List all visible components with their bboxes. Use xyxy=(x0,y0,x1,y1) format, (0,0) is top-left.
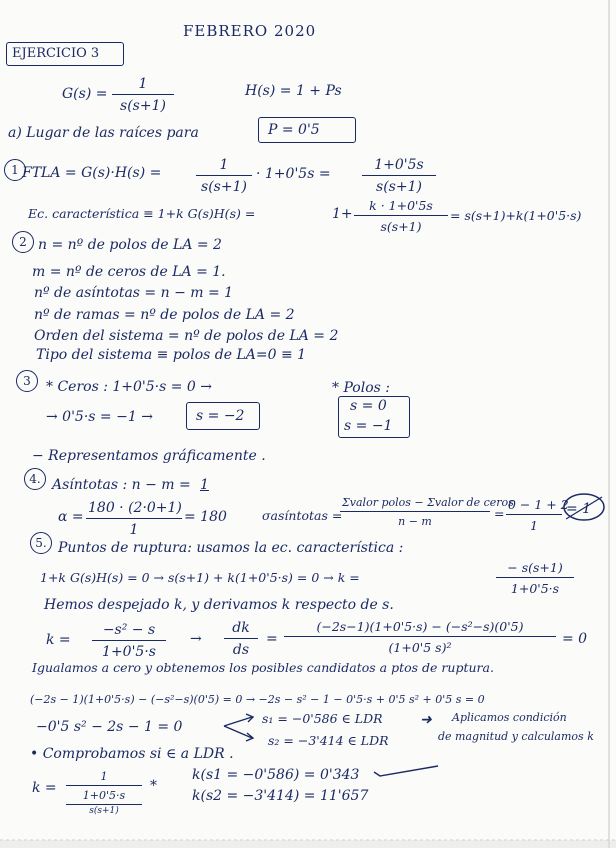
step-4-marker: 4. xyxy=(24,468,46,490)
p-value: P = 0'5 xyxy=(268,122,320,138)
char-eq-fraction xyxy=(354,198,448,234)
kf-fraction xyxy=(66,770,142,816)
despejado-line: Hemos despejado k, y derivamos k respecto de s. xyxy=(44,597,394,613)
kf-lhs: k = xyxy=(32,780,57,796)
page-right-edge xyxy=(606,0,616,848)
g-num: 1 xyxy=(112,76,174,95)
eq1-fraction xyxy=(496,560,574,596)
k-num: −s² − s xyxy=(92,622,166,641)
h-def: H(s) = 1 + Ps xyxy=(245,83,342,99)
ftla-fraction-1 xyxy=(196,157,252,195)
pole-1: s = 0 xyxy=(350,398,387,414)
char-eq-num: k · 1+0'5s xyxy=(354,198,448,216)
ftla-f1-num: 1 xyxy=(196,157,252,176)
zeros-line: * Ceros : 1+0'5·s = 0 → xyxy=(46,379,213,395)
ftla-f1-den: s(s+1) xyxy=(201,179,247,195)
kf-num: 1 xyxy=(66,770,142,786)
k-at-s2: k(s2 = −3'414) = 11'657 xyxy=(192,788,369,804)
step2-line-6: Tipo del sistema ≡ polos de LA=0 ≡ 1 xyxy=(36,347,307,363)
k-den: 1+0'5·s xyxy=(102,644,156,660)
sigma-eq: = xyxy=(494,506,505,521)
ftla-f2-num: 1+0'5s xyxy=(362,157,436,176)
step-1-marker: 1 xyxy=(4,159,26,181)
graph-note: − Representamos gráficamente . xyxy=(32,448,266,464)
sigma-result-circle xyxy=(562,492,606,522)
zero-result: s = −2 xyxy=(196,408,245,424)
sigma-den: n − m xyxy=(398,515,432,528)
kf-star: * xyxy=(150,778,157,794)
char-eq-rhs: = s(s+1)+k(1+0'5·s) xyxy=(450,208,582,223)
dk-fraction xyxy=(224,620,258,658)
zeros-line-2: → 0'5·s = −1 → xyxy=(46,409,153,425)
char-eq-one: 1+ xyxy=(332,206,353,222)
pole-2: s = −1 xyxy=(344,418,393,434)
step2-line-3: nº de asíntotas = n − m = 1 xyxy=(34,285,234,301)
page-title: FEBRERO 2020 xyxy=(183,22,317,40)
ftla-lhs: FTLA = G(s)·H(s) = xyxy=(22,165,162,181)
dk-eq: = xyxy=(266,631,278,647)
magnitude-note-1: Aplicamos condición xyxy=(452,711,567,724)
step2-line-5: Orden del sistema = nº de polos de LA = 2 xyxy=(34,328,339,344)
k-arrow: → xyxy=(190,631,202,647)
step-2-marker: 2 xyxy=(12,231,34,253)
alpha-fraction xyxy=(86,500,182,538)
k-lhs: k = xyxy=(46,632,71,648)
derivative-rhs: = 0 xyxy=(562,631,588,647)
root-arrows xyxy=(222,712,262,742)
iguala-line: Igualamos a cero y obtenemos los posibles candidatos a ptos de ruptura. xyxy=(32,660,494,675)
step-3-marker: 3 xyxy=(16,370,38,392)
g-den: s(s+1) xyxy=(120,98,166,114)
step2-line-4: nº de ramas = nº de polos de LA = 2 xyxy=(34,307,295,323)
exercise-label: EJERCICIO 3 xyxy=(12,46,100,61)
asymptotes-line: Asíntotas : n − m = xyxy=(52,477,191,493)
asymptotes-value: 1 xyxy=(200,477,209,493)
char-eq-lhs: Ec. característica ≡ 1+k G(s)H(s) = xyxy=(28,206,256,221)
root-s1: s₁ = −0'586 ∈ LDR xyxy=(262,711,383,726)
k-at-s1: k(s1 = −0'586) = 0'343 xyxy=(192,767,360,783)
sigma-lhs: σasíntotas = xyxy=(262,508,343,523)
alpha-den: 1 xyxy=(129,522,139,538)
sigma-fraction xyxy=(340,496,514,528)
step2-line-2: m = nº de ceros de LA = 1. xyxy=(32,264,226,280)
kf-den2: s(s+1) xyxy=(89,806,119,816)
ftla-fraction-2 xyxy=(362,157,436,195)
dk-den: ds xyxy=(232,642,250,658)
step-5-marker: 5. xyxy=(30,532,52,554)
k1-check-mark xyxy=(372,762,442,778)
char-eq-den: s(s+1) xyxy=(380,219,422,234)
sigma-f-num: 0 − 1 + 2 xyxy=(506,497,562,515)
dk-num: dk xyxy=(224,620,258,639)
breakpoints-title: Puntos de ruptura: usamos la ec. característica : xyxy=(58,540,404,556)
alpha-rhs: = 180 xyxy=(184,509,227,525)
sigma-result: = 1 xyxy=(566,501,592,517)
ftla-mid: · 1+0'5s = xyxy=(256,166,331,182)
alpha-num: 180 · (2·0+1) xyxy=(86,500,182,519)
breakpoints-eq1: 1+k G(s)H(s) = 0 → s(s+1) + k(1+0'5·s) = 0 → k = xyxy=(40,570,360,585)
sigma-num: Σvalor polos − Σvalor de ceros xyxy=(340,496,490,512)
quadratic-eq: −0'5 s² − 2s − 1 = 0 xyxy=(36,719,183,735)
alpha-lhs: α = xyxy=(58,509,84,525)
step2-line-1: n = nº de polos de LA = 2 xyxy=(38,237,222,253)
candidates-eq: (−2s − 1)(1+0'5·s) − (−s²−s)(0'5) = 0 → −2s − s² − 1 − 0'5·s + 0'5 s² + 0'5 s = 0 xyxy=(30,693,485,706)
derivative-fraction xyxy=(284,619,556,655)
eq1-den: 1+0'5·s xyxy=(510,581,560,596)
check-line: • Comprobamos si ∈ a LDR . xyxy=(30,746,234,762)
g-lhs: G(s) = xyxy=(62,86,108,102)
note-arrow: ➜ xyxy=(420,712,432,728)
sigma-value-fraction xyxy=(506,497,569,533)
kf-den: 1+0'5·s xyxy=(66,786,142,805)
k-fraction xyxy=(92,622,166,660)
eq1-num: − s(s+1) xyxy=(496,560,574,578)
derivative-num: (−2s−1)(1+0'5·s) − (−s²−s)(0'5) xyxy=(284,619,556,637)
ftla-f2-den: s(s+1) xyxy=(376,179,422,195)
part-a-text: a) Lugar de las raíces para xyxy=(8,125,199,141)
magnitude-note-2: de magnitud y calculamos k xyxy=(438,730,594,743)
poles-label: * Polos : xyxy=(332,380,390,396)
sigma-f-den: 1 xyxy=(530,518,538,533)
g-fraction xyxy=(112,76,174,114)
derivative-den: (1+0'5 s)² xyxy=(388,640,452,655)
root-s2: s₂ = −3'414 ∈ LDR xyxy=(268,733,389,748)
page-bottom-edge xyxy=(0,826,616,848)
